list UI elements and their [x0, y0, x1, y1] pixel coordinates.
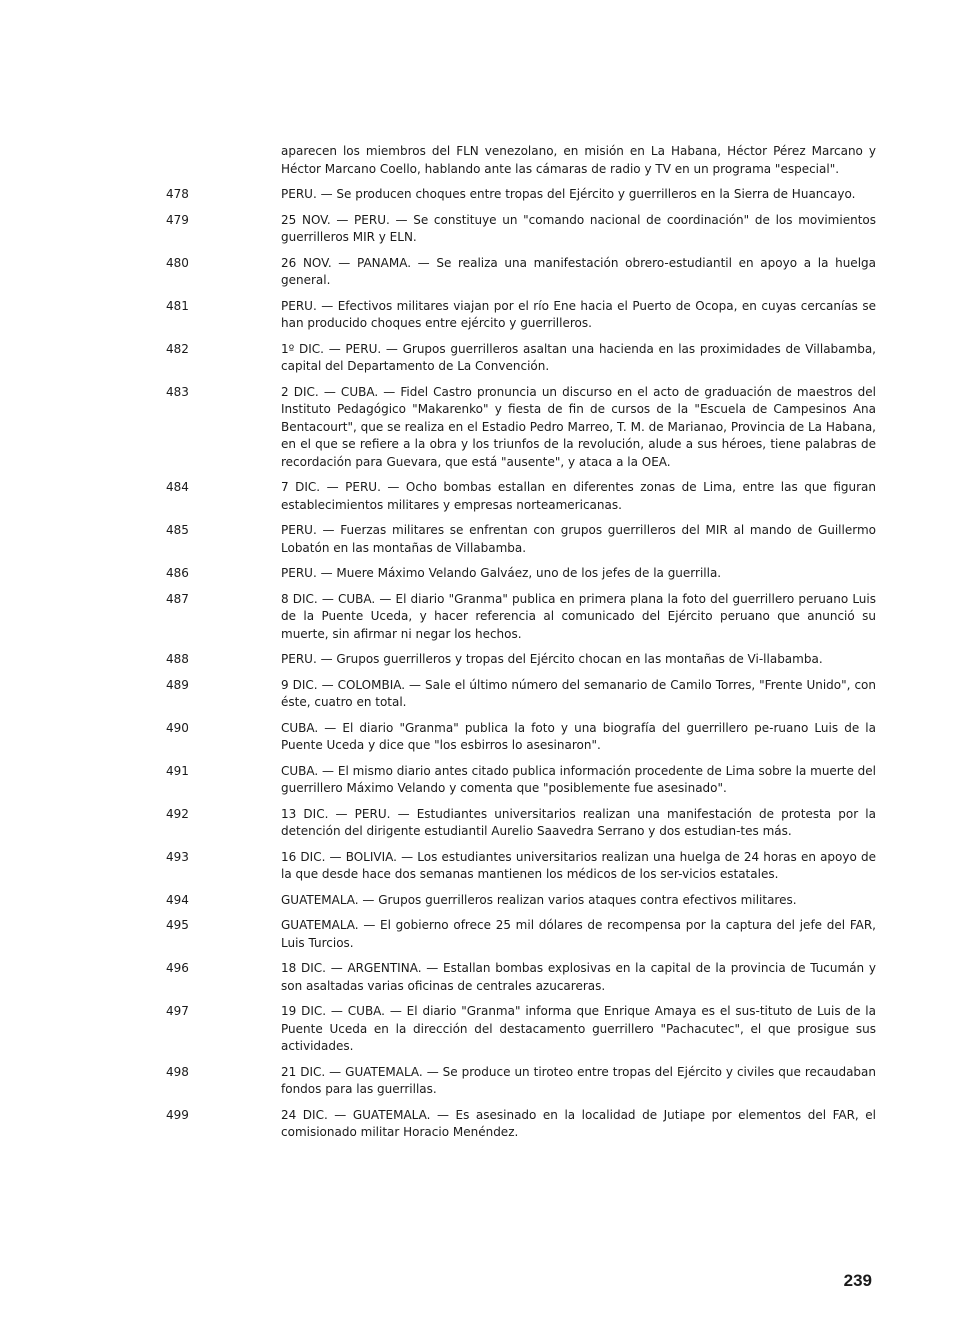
entry-number: 483: [166, 384, 189, 399]
intro-text: aparecen los miembros del FLN venezolano, en misión en La Habana, Héctor Pérez Marcano y Héctor Marcano Coello, hablando ante las cámaras de radio y TV en un programa "especial".: [281, 144, 876, 176]
chronology-entry: [166, 298, 876, 333]
entry-text: 26 NOV. — PANAMA. — Se realiza una manifestación obrero-estudiantil en apoyo a la huelga general.: [281, 255, 876, 287]
chronology-entry: [166, 960, 876, 995]
entry-text: PERU. — Se producen choques entre tropas del Ejército y guerrilleros en la Sierra de Huancayo.: [281, 187, 856, 201]
entry-text: 21 DIC. — GUATEMALA. — Se produce un tiroteo entre tropas del Ejército y civiles que recaudaban fondos para las guerrillas.: [281, 1064, 876, 1096]
entry-number: 481: [166, 298, 189, 313]
entry-number: 487: [166, 591, 189, 606]
entry-number: 485: [166, 523, 189, 537]
chronology-entry: [166, 479, 876, 514]
entry-text: 7 DIC. — PERU. — Ocho bombas estallan en diferentes zonas de Lima, entre las que figuran establecimientos militares y empresas norteamericanas.: [281, 480, 876, 512]
entry-number: 478: [166, 187, 189, 201]
entry-text: 19 DIC. — CUBA. — El diario "Granma" informa que Enrique Amaya es el sus-tituto de Luis de la Puente Uceda en la dirección del destacamento guerrillero "Pachacutec", el que prosigue sus actividades.: [281, 1004, 876, 1053]
entry-number: 496: [166, 961, 189, 975]
chronology-entry: [166, 186, 876, 204]
entry-number: 497: [166, 1004, 189, 1018]
entry-text: PERU. — Grupos guerrilleros y tropas del Ejército chocan en las montañas de Vi-llabamba.: [281, 652, 823, 666]
entry-text: PERU. — Fuerzas militares se enfrentan con grupos guerrilleros del MIR al mando de Guillermo Lobatón en las montañas de Villabamba.: [281, 523, 876, 555]
entry-text: 24 DIC. — GUATEMALA. — Es asesinado en la localidad de Jutiape por elementos del FAR, el comisionado militar Horacio Menéndez.: [281, 1107, 876, 1139]
entry-number: 498: [166, 1064, 189, 1079]
chronology-entry: [166, 763, 876, 798]
chronology-entry: [166, 677, 876, 712]
entry-text: 13 DIC. — PERU. — Estudiantes universitarios realizan una manifestación de protesta por la detención del dirigente estudiantil Aurelio Saavedra Serrano y dos estudian-tes más.: [281, 806, 876, 838]
entry-list: [166, 186, 876, 1142]
chronology-entry: [166, 522, 876, 557]
entry-text: 9 DIC. — COLOMBIA. — Sale el último número del semanario de Camilo Torres, "Frente Unido", con éste, cuatro en total.: [281, 677, 876, 709]
chronology-entry: [166, 565, 876, 583]
entry-number: 491: [166, 763, 189, 778]
entry-text: 18 DIC. — ARGENTINA. — Estallan bombas explosivas en la capital de la provincia de Tucumán y son asaltadas varias oficinas de centrales azucareras.: [281, 961, 876, 993]
chronology-entry: [166, 1003, 876, 1056]
entry-number: 494: [166, 892, 189, 907]
chronology-entry: [166, 917, 876, 952]
entry-number: 493: [166, 849, 189, 864]
entry-number: 489: [166, 677, 189, 692]
chronology-entry: [166, 212, 876, 247]
page-number: 239: [843, 1271, 872, 1290]
chronology-entry: [166, 1107, 876, 1142]
entry-number: 492: [166, 806, 189, 821]
intro-continuation: [166, 143, 876, 178]
entry-text: GUATEMALA. — Grupos guerrilleros realizan varios ataques contra efectivos militares.: [281, 892, 797, 907]
entry-number: 480: [166, 255, 189, 270]
chronology-entry: [166, 651, 876, 669]
chronology-entry: [166, 341, 876, 376]
chronology-entry: [166, 849, 876, 884]
entry-number: 484: [166, 480, 189, 494]
entry-number: 495: [166, 918, 189, 932]
entry-number: 479: [166, 212, 189, 227]
chronology-entry: [166, 255, 876, 290]
chronology-entry: [166, 384, 876, 472]
entry-number: 490: [166, 720, 189, 735]
entry-text: 8 DIC. — CUBA. — El diario "Granma" publica en primera plana la foto del guerrillero peruano Luis de la Puente Uceda, y hacer referencia al comunicado del Ejército peruano que anunció su muerte, sin afirmar ni negar los hechos.: [281, 591, 876, 641]
entry-number: 488: [166, 652, 189, 666]
entry-number: 486: [166, 566, 189, 580]
entry-text: PERU. — Muere Máximo Velando Galváez, uno de los jefes de la guerrilla.: [281, 566, 722, 580]
chronology-entry: [166, 720, 876, 755]
entry-number: 482: [166, 341, 189, 356]
chronology-entry: [166, 892, 876, 910]
chronology-column: [166, 143, 876, 1150]
entry-text: 25 NOV. — PERU. — Se constituye un "comando nacional de coordinación" de los movimientos guerrilleros MIR y ELN.: [281, 212, 876, 244]
entry-text: CUBA. — El diario "Granma" publica la foto y una biografía del guerrillero pe-ruano Luis de la Puente Uceda y dice que "los esbirros lo asesinaron".: [281, 720, 876, 752]
chronology-entry: [166, 1064, 876, 1099]
chronology-entry: [166, 591, 876, 644]
entry-number: 499: [166, 1107, 189, 1122]
entry-text: 2 DIC. — CUBA. — Fidel Castro pronuncia un discurso en el acto de graduación de maestros del Instituto Pedagógico "Makarenko" y fiesta de fin de cursos de la "Escuela de Campesinos Ana Bentacourt", que se realiza en el Estadio Pedro Marreo, T. M. de Marianao, Provincia de La Habana, en el que se refiere a la obra y los triunfos de la revolución, alude a sus héroes, tiene palabras de recordación para Guevara, que está "ausente", y ataca a la OEA.: [281, 384, 876, 469]
entry-text: CUBA. — El mismo diario antes citado publica información procedente de Lima sobre la muerte del guerrillero Máximo Velando y comenta que "posiblemente fue asesinado".: [281, 763, 876, 795]
entry-text: 16 DIC. — BOLIVIA. — Los estudiantes universitarios realizan una huelga de 24 horas en apoyo de la que desde hace dos semanas mantienen los médicos de los ser-vicios estatales.: [281, 849, 876, 881]
entry-text: GUATEMALA. — El gobierno ofrece 25 mil dólares de recompensa por la captura del jefe del FAR, Luis Turcios.: [281, 918, 876, 950]
entry-text: PERU. — Efectivos militares viajan por el río Ene hacia el Puerto de Ocopa, en cuyas cercanías se han producido choques entre ejército y guerrilleros.: [281, 298, 876, 330]
chronology-entry: [166, 806, 876, 841]
entry-text: 1º DIC. — PERU. — Grupos guerrilleros asaltan una hacienda en las proximidades de Villabamba, capital del Departamento de La Convención.: [281, 341, 876, 373]
